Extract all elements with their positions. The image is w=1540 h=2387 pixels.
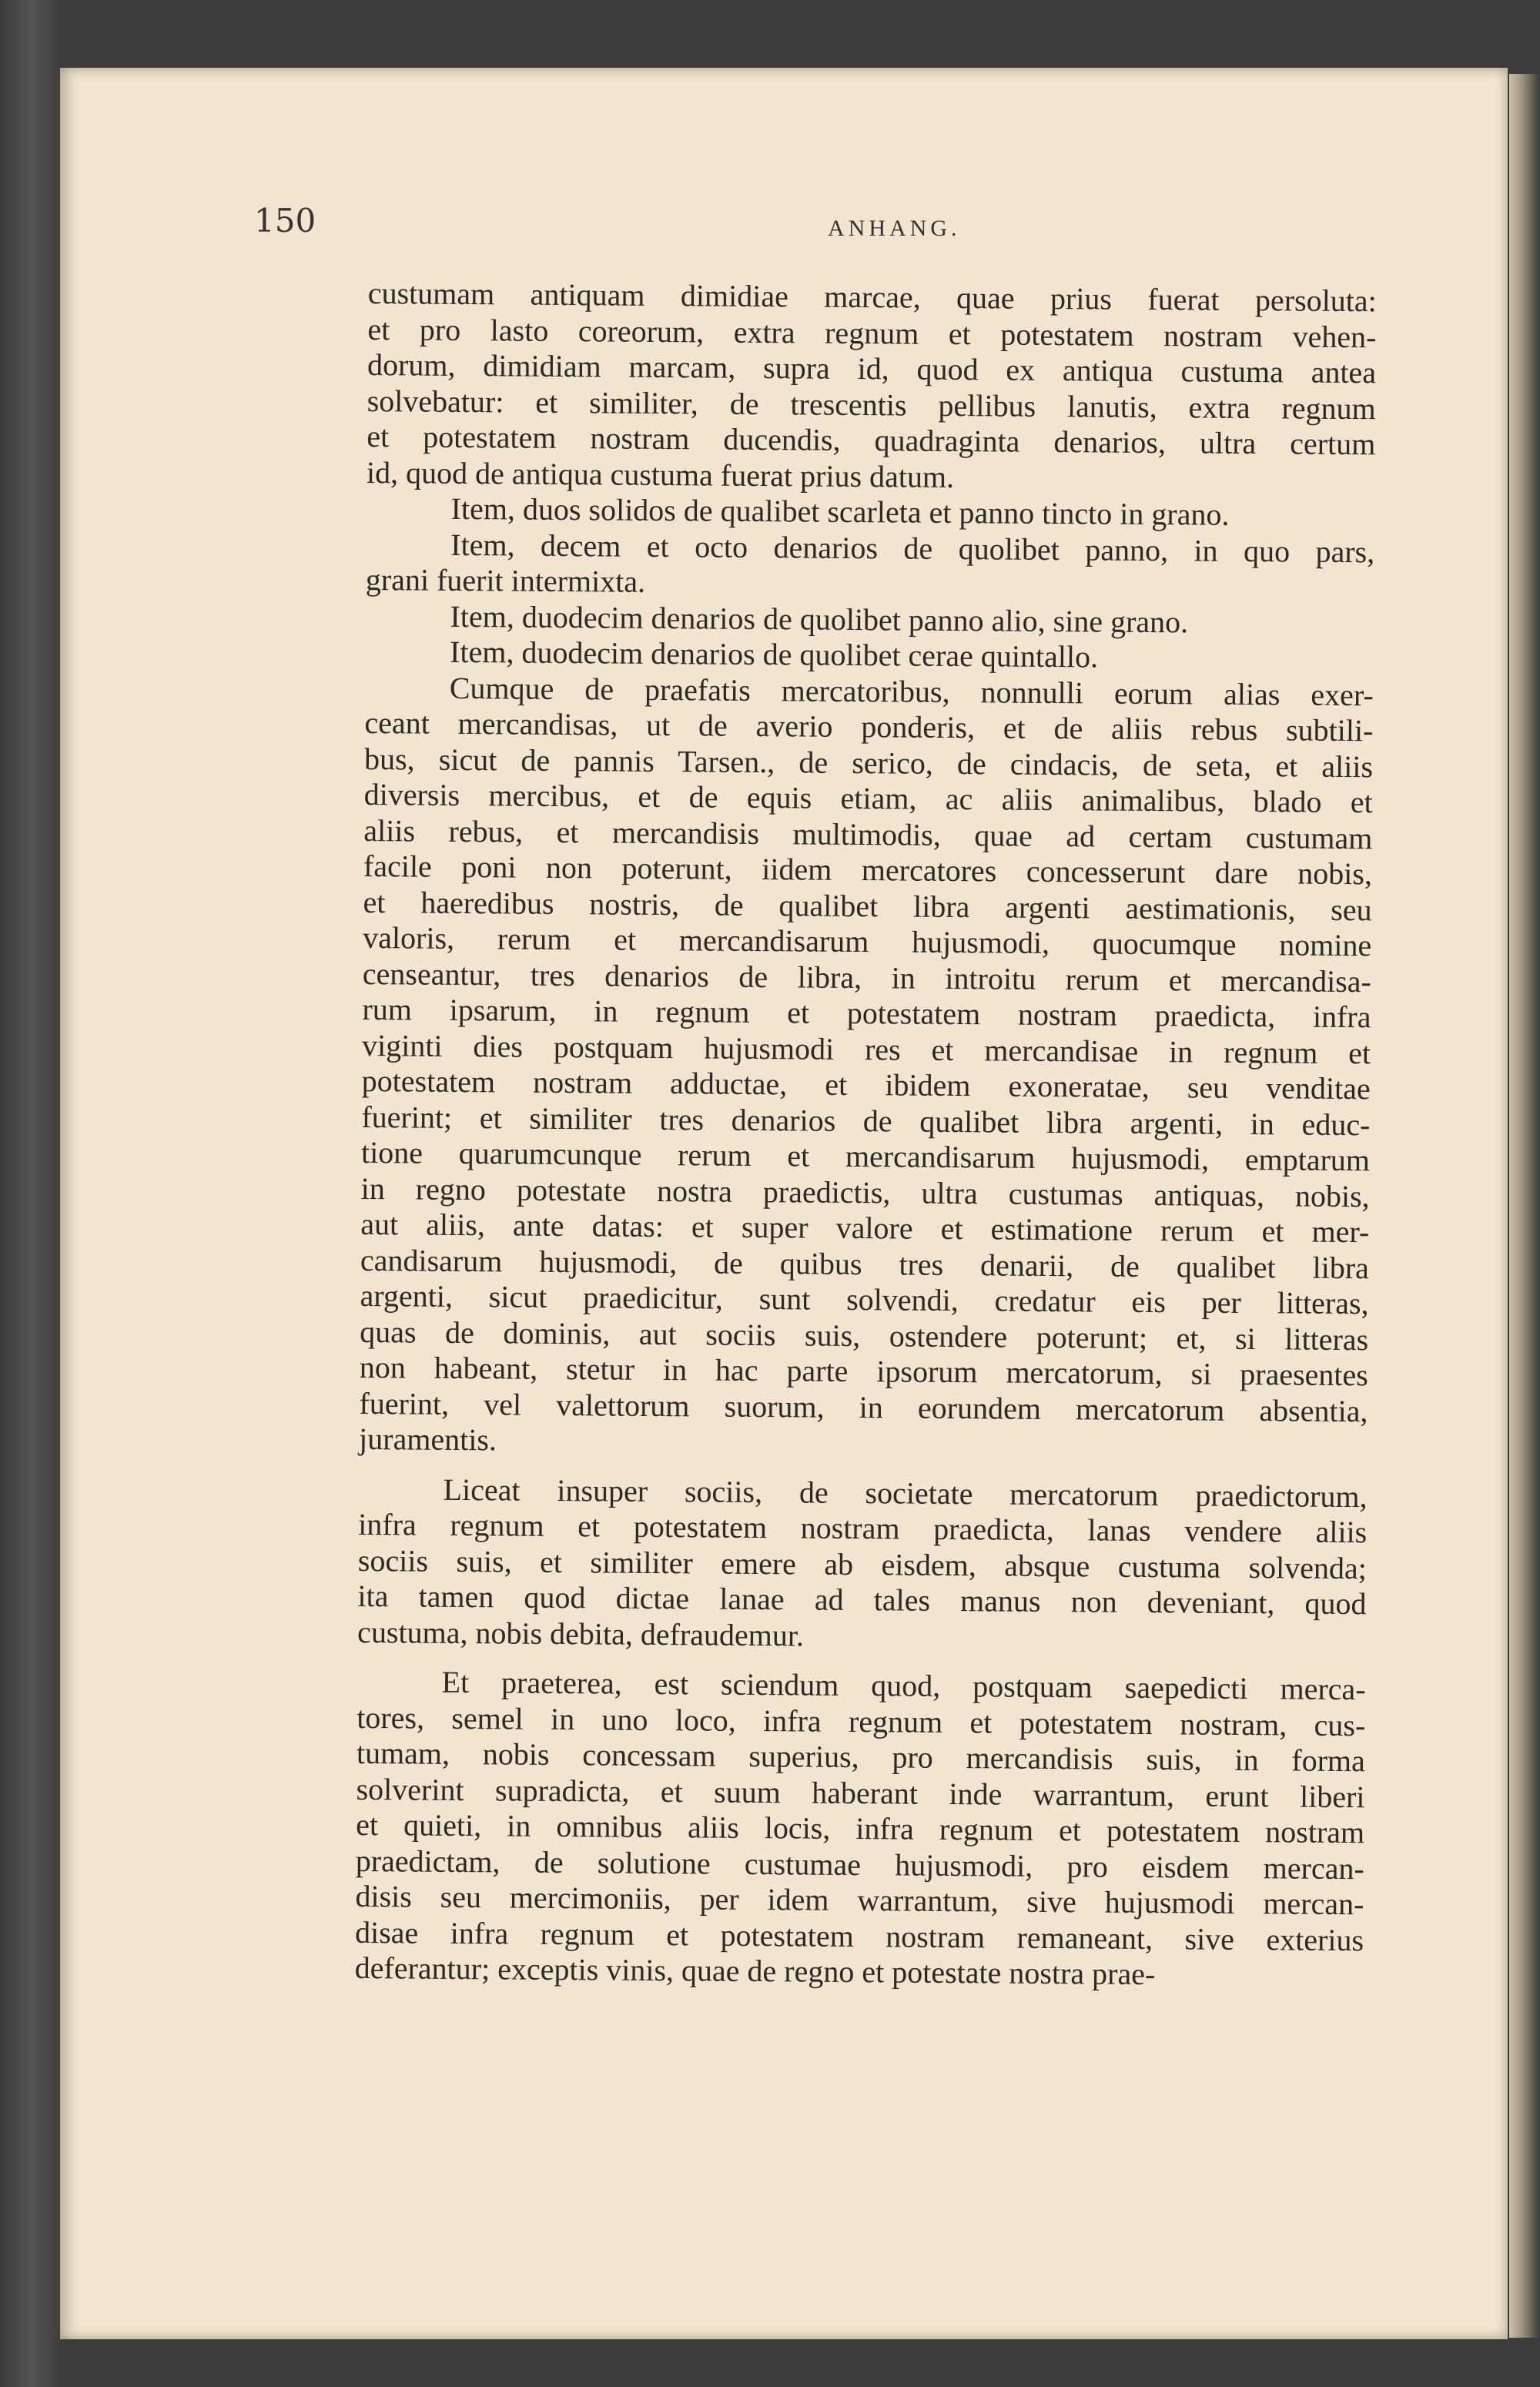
text-line: diversis mercibus, et de equis etiam, ac aliis animalibus, blado et	[363, 776, 1373, 820]
text-line: grani fuerit intermixta.	[365, 561, 646, 599]
paragraph	[357, 1471, 1368, 1658]
text-line: disae infra regnum et potestatem nostram remaneant, sive exterius	[354, 1914, 1364, 1957]
text-line: et quieti, in omnibus aliis locis, infra regnum et potestatem nostram	[356, 1806, 1365, 1850]
body-text	[355, 276, 1377, 1994]
text-line: solverint supradicta, et suum haberant inde warrantum, erunt liberi	[356, 1771, 1365, 1814]
text-line: infra regnum et potestatem nostram praedicta, lanas vendere aliis	[358, 1506, 1368, 1550]
text-line: Et praeterea, est sciendum quod, postquam saepedicti merca-	[441, 1664, 1366, 1707]
text-line: quas de dominis, aut sociis suis, ostendere poterunt; et, si litteras	[360, 1314, 1369, 1357]
text-line: Liceat insuper sociis, de societate mercatorum praedictorum,	[443, 1471, 1368, 1514]
text-line: censeantur, tres denarios de libra, in introitu rerum et mercandisa-	[362, 956, 1372, 999]
text-line: aliis rebus, et mercandisis multimodis, quae ad certam custumam	[363, 812, 1373, 855]
text-line: argenti, sicut praedicitur, sunt solvendi, credatur eis per litteras,	[360, 1277, 1369, 1321]
text-line: tumam, nobis concessam superius, pro mercandisis suis, in forma	[356, 1735, 1366, 1779]
text-line: rum ipsarum, in regnum et potestatem nostram praedicta, infra	[362, 991, 1371, 1035]
text-line: solvebatur: et similiter, de trescentis pellibus lanutis, extra regnum	[367, 383, 1376, 426]
paragraph	[359, 669, 1374, 1465]
text-line: valoris, rerum et mercandisarum hujusmodi, quocumque nomine	[363, 919, 1372, 963]
text-line: ita tamen quod dictae lanae ad tales manus non deveniant, quod	[357, 1578, 1367, 1622]
text-line: sociis suis, et similiter emere ab eisdem, absque custuma solvenda;	[357, 1542, 1368, 1585]
text-line: Item, duos solidos de qualibet scarleta et panno tincto in grano.	[450, 490, 1230, 532]
text-line: Cumque de praefatis mercatoribus, nonnulli eorum alias exer-	[449, 670, 1374, 712]
text-line: Item, decem et octo denarios de quolibet panno, in quo pars,	[450, 527, 1375, 569]
text-line: in regno potestate nostra praedictis, ultra custumas antiquas, nobis,	[360, 1170, 1370, 1214]
text-line: ceant mercandisas, ut de averio ponderis, et de aliis rebus subtili-	[364, 705, 1374, 748]
text-line: Item, duodecim denarios de quolibet cerae quintallo.	[449, 634, 1099, 675]
text-line: deferantur; exceptis vinis, quae de regno et potestate nostra prae-	[354, 1950, 1156, 1992]
text-line: fuerint; et similiter tres denarios de qualibet libra argenti, in educ-	[361, 1099, 1371, 1142]
text-line: Item, duodecim denarios de quolibet panno alio, sine grano.	[450, 598, 1189, 639]
text-line: disis seu mercimoniis, per idem warrantum, sive hujusmodi mercan-	[355, 1878, 1364, 1922]
text-line: bus, sicut de pannis Tarsen., de serico, de cindacis, de seta, et aliis	[363, 741, 1374, 784]
text-line: fuerint, vel valettorum suorum, in eorundem mercatorum absentia,	[359, 1385, 1368, 1428]
text-line: custumam antiquam dimidiae marcae, quae prius fuerat persoluta:	[367, 276, 1377, 319]
page-number: 150	[254, 202, 316, 239]
text-line: non habeant, stetur in hac parte ipsorum mercatorum, si praesentes	[359, 1349, 1369, 1393]
text-line: aut aliis, ante datas: et super valore et estimatione rerum et mer-	[360, 1206, 1370, 1250]
paragraph	[355, 1664, 1366, 1994]
text-line: tione quarumcunque rerum et mercandisarum hujusmodi, emptarum	[360, 1134, 1371, 1178]
running-head: ANHANG.	[828, 216, 961, 241]
text-line: facile poni non poterunt, iidem mercatores concesserunt dare nobis,	[363, 848, 1373, 892]
text-line: et pro lasto coreorum, extra regnum et potestatem nostram vehen-	[367, 311, 1377, 354]
paragraph	[366, 526, 1375, 605]
text-line: et potestatem nostram ducendis, quadraginta denarios, ultra certum	[367, 418, 1376, 462]
text-line: dorum, dimidiam marcam, supra id, quod ex antiqua custuma antea	[367, 346, 1377, 390]
text-line: id, quod de antiqua custuma fuerat prius datum.	[366, 454, 955, 494]
text-line: potestatem nostram adductae, et ibidem exoneratae, seu venditae	[361, 1063, 1371, 1106]
text-line: et haeredibus nostris, de qualibet libra argenti aestimationis, seu	[363, 884, 1372, 927]
text-line: juramentis.	[358, 1421, 497, 1458]
page-edge	[1509, 74, 1540, 2338]
text-line: candisarum hujusmodi, de quibus tres denarii, de qualibet libra	[360, 1242, 1370, 1285]
text-line: viginti dies postquam hujusmodi res et mercandisae in regnum et	[361, 1027, 1371, 1070]
text-line: tores, semel in uno loco, infra regnum et potestatem nostram, cus-	[357, 1699, 1366, 1743]
paragraph	[367, 276, 1377, 498]
text-line: custuma, nobis debita, defraudemur.	[357, 1614, 805, 1652]
text-line: praedictam, de solutione custumae hujusmodi, pro eisdem mercan-	[355, 1843, 1364, 1886]
